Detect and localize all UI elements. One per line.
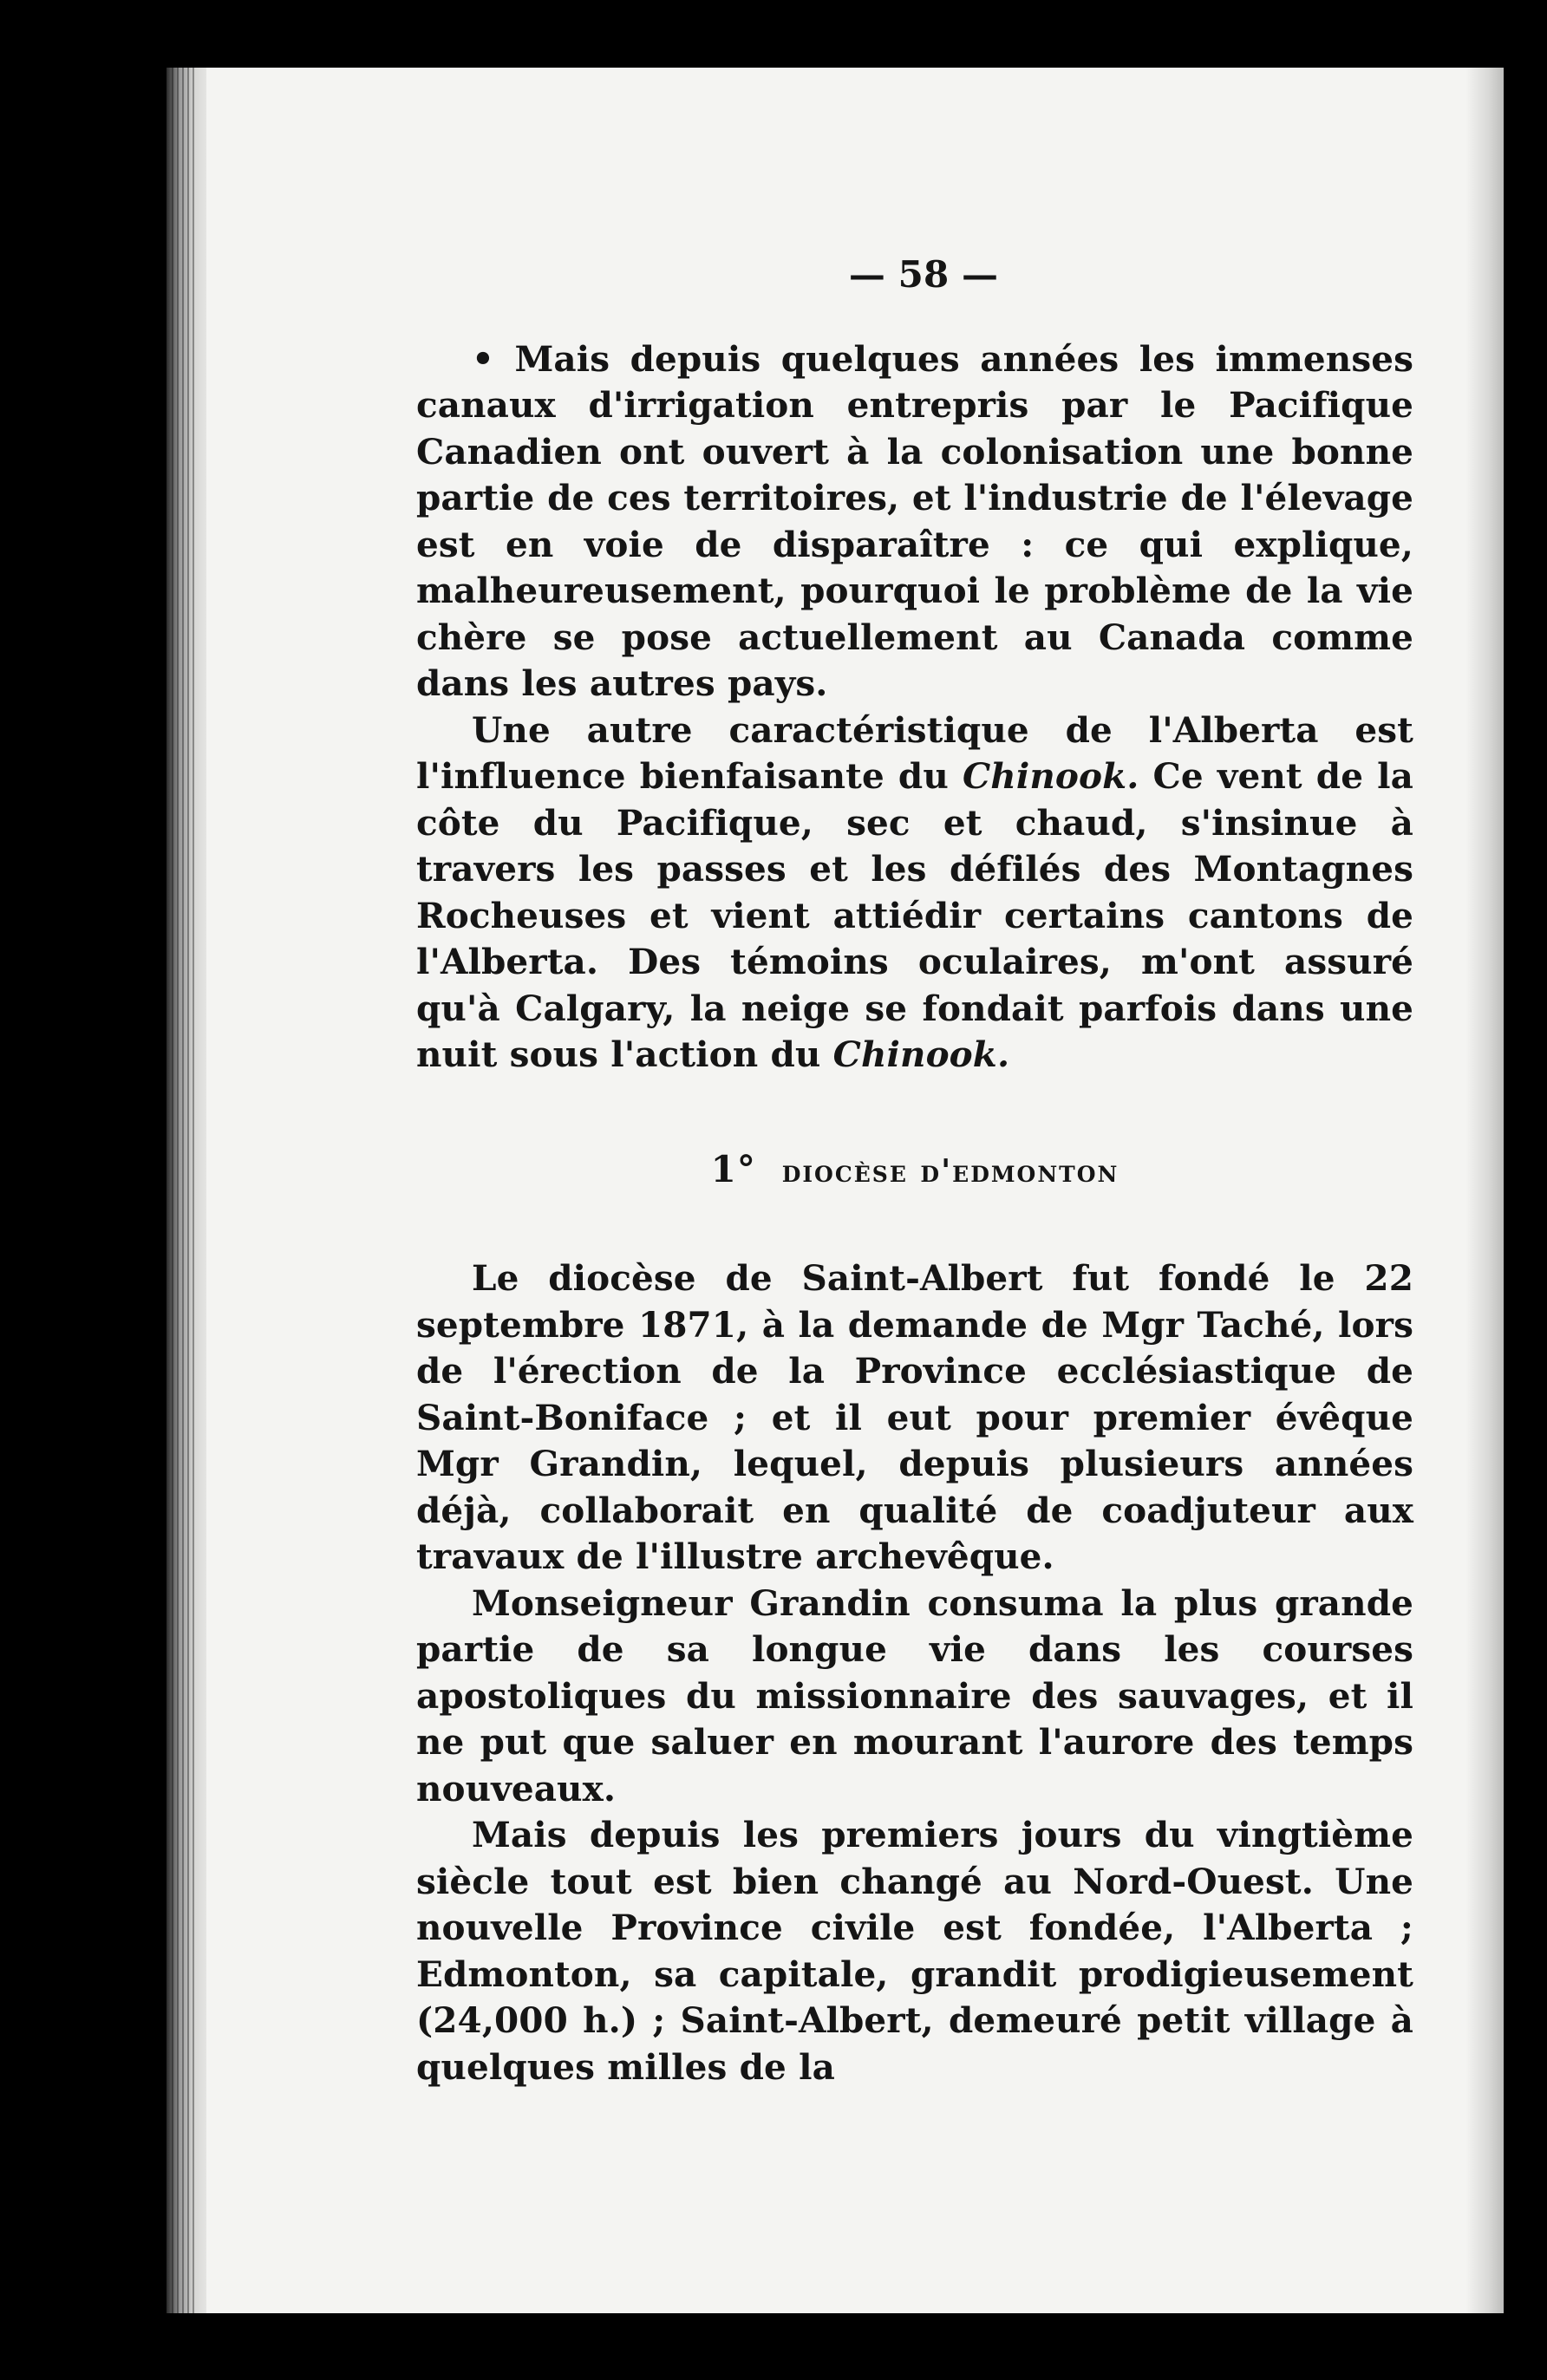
paragraph-grandin: Monseigneur Grandin consuma la plus grande partie de sa longue vie dans les courses apostoliques du missionnaire des sauvages, et il ne put que saluer en mourant l'aurore des temps nouveaux.	[416, 1581, 1413, 1809]
paragraph-irrigation: • Mais depuis quelques années les immenses canaux d'irrigation entrepris par le Pacifique Canadien ont ouvert à la colonisation une bonne partie de ces territoires, et l'industrie de l'élevage est en voie de disparaître : ce qui explique, malheureusement, pourquoi le problème de la vie chère se pose actuellement au Canada comme dans les autres pays.	[416, 337, 1413, 704]
section-title: diocèse d'edmonton	[781, 1152, 1119, 1190]
section-number: 1°	[710, 1147, 756, 1190]
page-number: — 58 —	[848, 253, 999, 296]
paragraph-chinook	[416, 707, 1413, 1079]
paragraph-chinook-part-1: Une autre caractéristique de l'Alberta est l'influence bienfaisante du	[416, 708, 1413, 797]
page-edge-lines	[172, 68, 198, 2313]
paragraph-diocese-founding: Le diocèse de Saint-Albert fut fondé le 22 septembre 1871, à la demande de Mgr Taché, lors de l'érection de la Province ecclésiastique de Saint-Boniface ; et il eut pour premier évêque Mgr Grandin, lequel, depuis plusieurs années déjà, collaborait en qualité de coadjuteur aux travaux de l'illustre archevêque.	[416, 1257, 1413, 1577]
chinook-word-2: Chinook.	[832, 1034, 1010, 1075]
paragraph-twentieth-century: Mais depuis les premiers jours du vingtième siècle tout est bien changé au Nord-Ouest. Une nouvelle Province civile est fondée, l'Alberta ; Edmonton, sa capitale, grandit prodigieusement (24,000 h.) ; Saint-Albert, demeuré petit village à quelques milles de la	[416, 1814, 1413, 2088]
chinook-word-1: Chinook.	[962, 755, 1139, 797]
page-content	[416, 251, 1413, 2090]
page-right-edge-shadow	[1465, 68, 1504, 2313]
paragraph-chinook-part-2: Ce vent de la côte du Pacifique, sec et chaud, s'insinue à travers les passes et les défilés des Montagnes Rocheuses et vient attiédir certains cantons de l'Alberta. Des témoins oculaires, m'ont assuré qu'à Calgary, la neige se fondait parfois dans une nuit sous l'action du	[416, 755, 1413, 1075]
section-heading	[416, 1146, 1413, 1196]
